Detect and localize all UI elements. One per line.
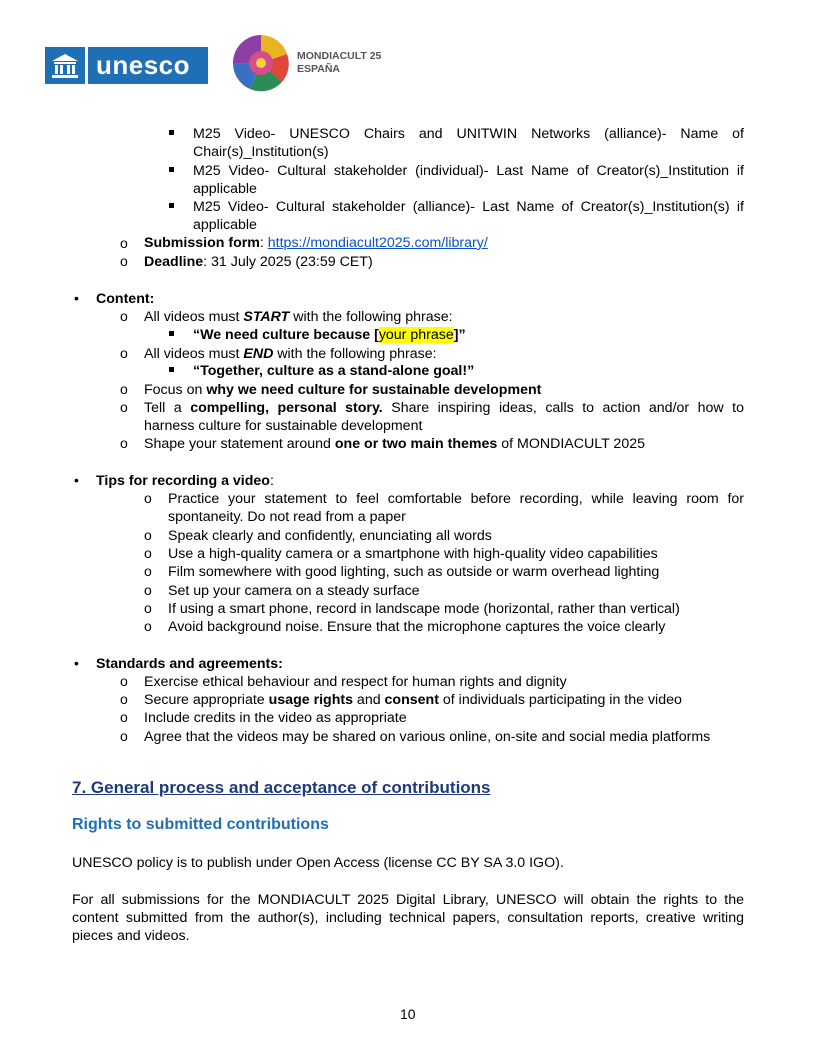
open-access-paragraph: UNESCO policy is to publish under Open Access (license CC BY SA 3.0 IGO). (72, 855, 564, 871)
unesco-logo (45, 47, 208, 84)
submission-form-line (144, 234, 488, 252)
rights-paragraph-line1: For all submissions for the MONDIACULT 2025 Digital Library, UNESCO will obtain the rights to the (72, 892, 744, 908)
circle-bullet-icon: o (144, 527, 152, 543)
submission-form-label: Submission form (144, 235, 260, 251)
circle-bullet-icon: o (144, 618, 152, 634)
circle-bullet-icon: o (144, 545, 152, 561)
submission-form-link[interactable]: https://mondiacult2025.com/library/ (267, 235, 488, 251)
tip-1-line2: spontaneity. Do not read from a paper (168, 509, 406, 525)
circle-bullet-icon: o (120, 235, 128, 251)
tips-heading-label: Tips for recording a video (96, 473, 270, 489)
tip-5: Set up your camera on a steady surface (168, 583, 420, 599)
content-start-line (144, 308, 453, 326)
naming-item-3-line2: applicable (193, 217, 257, 233)
content-tell-line1 (144, 399, 744, 417)
tip-6: If using a smart phone, record in landscape mode (horizontal, rather than vertical) (168, 601, 680, 617)
rights-paragraph-line3: pieces and videos. (72, 928, 190, 944)
content-heading: Content: (96, 291, 155, 307)
content-focus-pre: Focus on (144, 382, 207, 398)
tips-heading (96, 472, 274, 490)
naming-item-3-line1: M25 Video- Cultural stakeholder (alliance)- Last Name of Creator(s)_Institution(s) if (193, 199, 744, 215)
start-phrase-post: ]” (453, 327, 466, 343)
submission-form-separator: : (259, 235, 268, 251)
page-number: 10 (400, 1006, 416, 1022)
circle-bullet-icon: o (120, 728, 128, 744)
content-shape-line (144, 435, 645, 453)
tip-2: Speak clearly and confidently, enunciating all words (168, 528, 492, 544)
standard-2-consent: consent (384, 692, 439, 708)
square-bullet-icon (169, 203, 174, 208)
circle-bullet-icon: o (120, 691, 128, 707)
section-7-heading: 7. General process and acceptance of contributions (72, 778, 491, 797)
temple-icon (45, 47, 85, 84)
square-bullet-icon (169, 167, 174, 172)
content-shape-pre: Shape your statement around (144, 436, 335, 452)
deadline-line (144, 253, 373, 271)
tip-1-line1: Practice your statement to feel comfortable before recording, while leaving room for (168, 491, 744, 507)
standards-heading: Standards and agreements: (96, 656, 283, 672)
standard-2-pre: Secure appropriate (144, 692, 269, 708)
naming-item-1-line1: M25 Video- UNESCO Chairs and UNITWIN Networks (alliance)- Name of (193, 126, 744, 142)
circle-bullet-icon: o (144, 563, 152, 579)
content-end-post: with the following phrase: (273, 346, 437, 362)
mondiacult-globe-icon (232, 34, 290, 92)
content-end-pre: All videos must (144, 346, 244, 362)
end-phrase: “Together, culture as a stand-alone goal!” (193, 363, 475, 379)
content-start-post: with the following phrase: (289, 309, 453, 325)
unesco-wordmark: unesco (96, 50, 191, 80)
content-focus-bold: why we need culture for sustainable development (206, 382, 542, 398)
content-shape-post: of MONDIACULT 2025 (497, 436, 645, 452)
content-end-emphasis: END (243, 346, 274, 362)
tip-3: Use a high-quality camera or a smartphone with high-quality video capabilities (168, 546, 658, 562)
tip-7: Avoid background noise. Ensure that the microphone captures the voice clearly (168, 619, 666, 635)
rights-paragraph-line2: content submitted from the author(s), including technical papers, consultation reports, creative writing (72, 910, 744, 926)
tip-4: Film somewhere with good lighting, such as outside or warm overhead lighting (168, 564, 660, 580)
naming-item-2-line1: M25 Video- Cultural stakeholder (individual)- Last Name of Creator(s)_Institution if (193, 163, 744, 179)
circle-bullet-icon: o (144, 600, 152, 616)
square-bullet-icon (169, 331, 174, 336)
square-bullet-icon (169, 367, 174, 372)
naming-item-1-line2: Chair(s)_Institution(s) (193, 144, 329, 160)
bullet-icon: • (74, 290, 79, 306)
content-tell-post: Share inspiring ideas, calls to action and/or how to (382, 400, 744, 416)
mondiacult-wordmark (297, 50, 381, 76)
content-start-pre: All videos must (144, 309, 244, 325)
bullet-icon: • (74, 472, 79, 488)
content-focus-line (144, 381, 541, 399)
content-end-line (144, 345, 437, 363)
content-shape-bold: one or two main themes (334, 436, 498, 452)
start-phrase-highlight: your phrase (378, 327, 454, 343)
circle-bullet-icon: o (120, 345, 128, 361)
circle-bullet-icon: o (120, 253, 128, 269)
mondiacult-title: MONDIACULT 25 (297, 50, 382, 62)
circle-bullet-icon: o (120, 673, 128, 689)
circle-bullet-icon: o (120, 399, 128, 415)
standard-3: Include credits in the video as appropriate (144, 710, 407, 726)
standard-2-mid: and (352, 692, 385, 708)
circle-bullet-icon: o (120, 381, 128, 397)
content-tell-line2: harness culture for sustainable development (144, 418, 423, 434)
circle-bullet-icon: o (120, 709, 128, 725)
mondiacult-country: ESPAÑA (297, 63, 340, 75)
standard-2-usage-rights: usage rights (268, 692, 353, 708)
standard-2-post: of individuals participating in the video (438, 692, 682, 708)
deadline-label: Deadline (144, 254, 204, 270)
content-tell-bold: compelling, personal story. (190, 400, 383, 416)
standard-2 (144, 691, 682, 709)
standard-4: Agree that the videos may be shared on various online, on-site and social media platforms (144, 729, 711, 745)
standard-1: Exercise ethical behaviour and respect for human rights and dignity (144, 674, 567, 690)
rights-subheading: Rights to submitted contributions (72, 816, 329, 833)
content-start-emphasis: START (243, 309, 290, 325)
circle-bullet-icon: o (144, 490, 152, 506)
circle-bullet-icon: o (120, 308, 128, 324)
square-bullet-icon (169, 130, 174, 135)
circle-bullet-icon: o (120, 435, 128, 451)
tips-heading-colon: : (269, 473, 274, 489)
deadline-value: : 31 July 2025 (23:59 CET) (203, 254, 373, 270)
content-tell-pre: Tell a (144, 400, 191, 416)
bullet-icon: • (74, 655, 79, 671)
start-phrase-pre: “We need culture because [ (193, 327, 379, 343)
start-phrase (193, 326, 466, 344)
naming-item-2-line2: applicable (193, 181, 257, 197)
circle-bullet-icon: o (144, 582, 152, 598)
